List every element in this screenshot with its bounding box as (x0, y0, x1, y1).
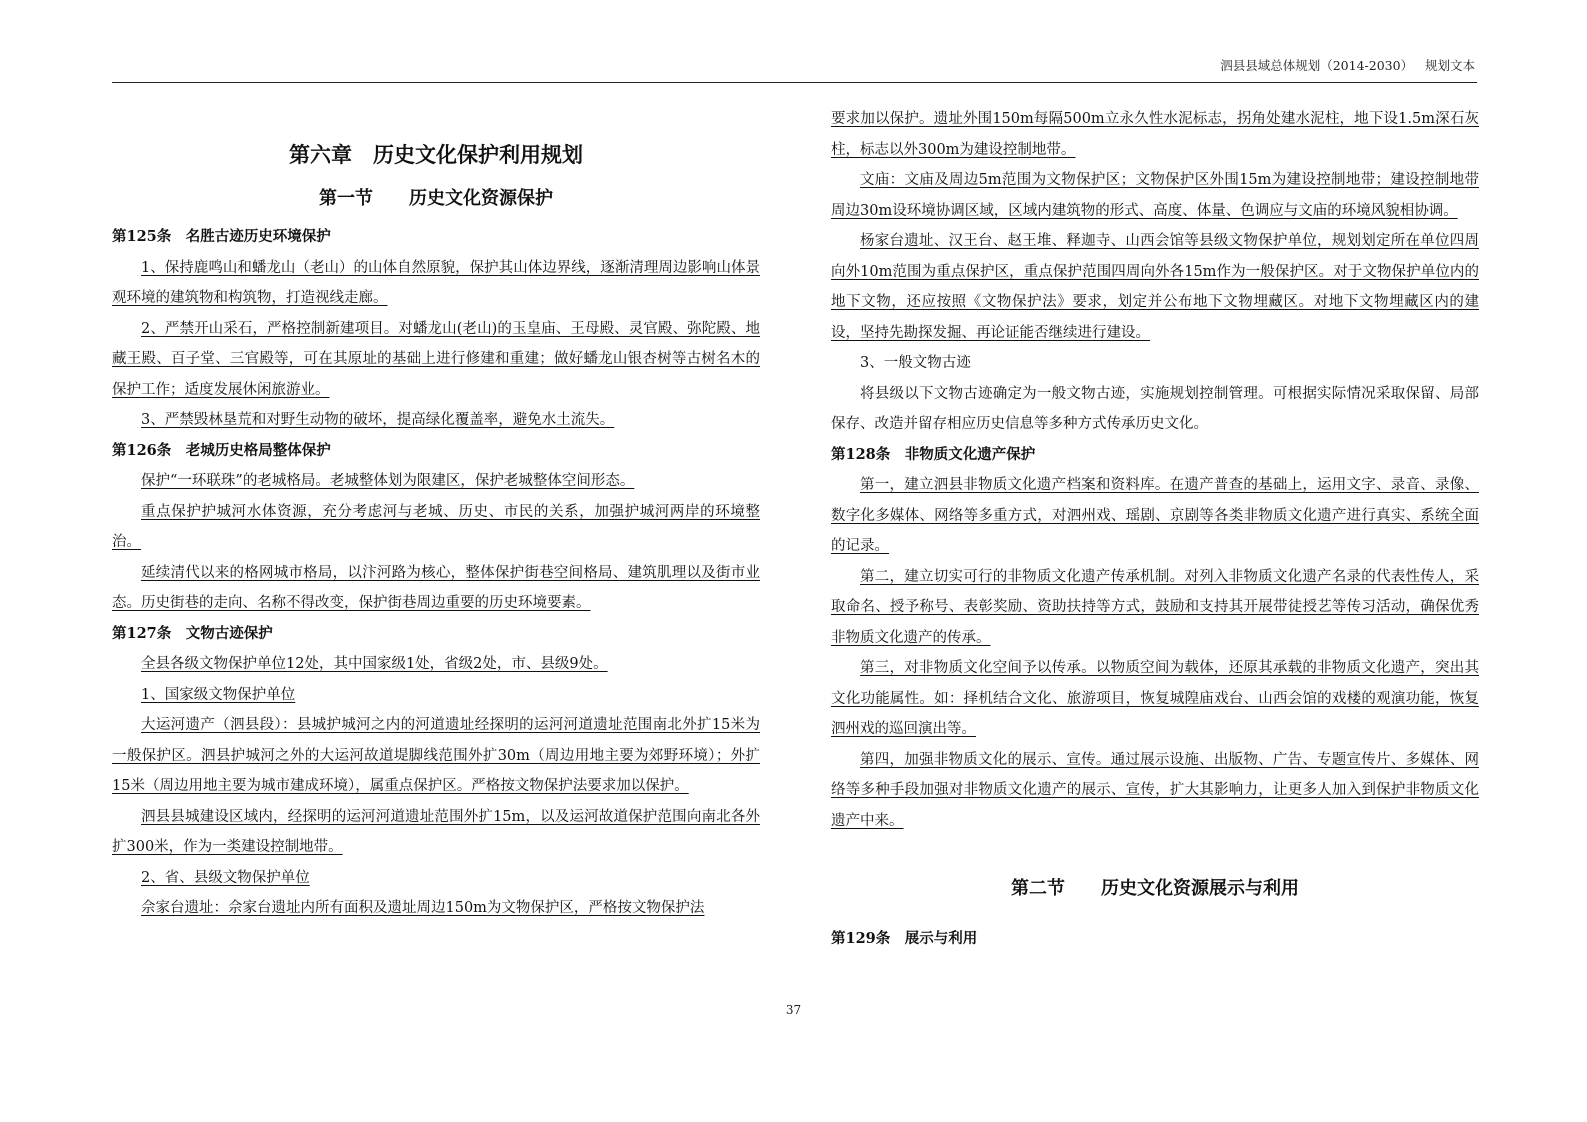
article-heading-126: 第126条 老城历史格局整体保护 (112, 441, 331, 459)
chapter-title: 第六章 历史文化保护利用规划 (289, 142, 583, 167)
page-number: 37 (785, 1003, 802, 1017)
paragraph (112, 466, 760, 497)
paragraph (112, 405, 760, 436)
article-heading-128: 第128条 非物质文化遗产保护 (831, 445, 1036, 463)
paragraph (831, 562, 1479, 654)
paragraph-text: 延续清代以来的格网城市格局，以汴河路为核心，整体保护街巷空间格局、建筑肌理以及街市业态。历史街巷的走向、名称不得改变，保护街巷周边重要的历史环境要素。 (112, 564, 760, 611)
paragraph-text: 保护“一环联珠”的老城格局。老城整体划为限建区，保护老城整体空间形态。 (141, 473, 635, 489)
paragraph (112, 893, 760, 924)
article-heading-127: 第127条 文物古迹保护 (112, 624, 273, 642)
paragraph-text: 第二，建立切实可行的非物质文化遗产传承机制。对列入非物质文化遗产名录的代表性传人，采取命名、授予称号、表彰奖励、资助扶持等方式，鼓励和支持其开展带徒授艺等传习活动，确保优秀非物质文化遗产的传承。 (831, 568, 1479, 646)
paragraph-text: 要求加以保护。遗址外围150m每隔500m立永久性水泥标志，拐角处建水泥柱，地下设1.5m深石灰柱，标志以外300m为建设控制地带。 (831, 111, 1479, 158)
right-column (831, 104, 1479, 955)
article-heading-129: 第129条 展示与利用 (831, 930, 978, 947)
paragraph-text: 2、省、县级文物保护单位 (141, 869, 310, 886)
paragraph (831, 226, 1479, 348)
paragraph-text: 文庙：文庙及周边5m范围为文物保护区；文物保护区外围15m为建设控制地带；建设控制地带周边30m设环境协调区域，区域内建筑物的形式、高度、体量、色调应与文庙的环境风貌相协调。 (831, 172, 1479, 219)
running-header: 泗县县域总体规划（2014-2030） 规划文本 (1220, 58, 1475, 73)
paragraph-text: 2、严禁开山采石，严格控制新建项目。对蟠龙山(老山)的玉皇庙、王母殿、灵官殿、弥陀殿、地藏王殿、百子堂、三官殿等，可在其原址的基础上进行修建和重建；做好蟠龙山银杏树等古树名木的保护工作；适度发展休闲旅游业。 (112, 320, 760, 398)
paragraph-text: 全县各级文物保护单位12处，其中国家级1处，省级2处，市、县级9处。 (141, 656, 608, 672)
header-divider (112, 82, 1477, 83)
paragraph (831, 470, 1479, 562)
paragraph (112, 497, 760, 558)
paragraph (112, 802, 760, 863)
paragraph (831, 745, 1479, 837)
paragraph (112, 253, 760, 314)
paragraph (831, 653, 1479, 745)
paragraph-text: 杨家台遗址、汉王台、赵王堆、释迦寺、山西会馆等县级文物保护单位，规划划定所在单位四周向外10m范围为重点保护区，重点保护范围四周向外各15m作为一般保护区。对于文物保护单位内的地下文物，还应按照《文物保护法》要求，划定并公布地下文物埋藏区。对地下文物埋藏区内的建设，坚持先勘探发掘、再论证能否继续进行建设。 (831, 233, 1479, 341)
paragraph (112, 710, 760, 802)
paragraph-text: 第三，对非物质文化空间予以传承。以物质空间为载体，还原其承载的非物质文化遗产，突出其文化功能属性。如：择机结合文化、旅游项目，恢复城隍庙戏台、山西会馆的戏楼的观演功能，恢复泗州戏的巡回演出等。 (831, 660, 1479, 737)
paragraph: 3、一般文物古迹 (860, 355, 971, 371)
paragraph (831, 165, 1479, 226)
paragraph-text: 泗县县城建设区域内，经探明的运河河道遗址范围外扩15m，以及运河故道保护范围向南北各外扩300米，作为一类建设控制地带。 (112, 808, 760, 855)
paragraph-text: 重点保护护城河水体资源，充分考虑河与老城、历史、市民的关系，加强护城河两岸的环境整治。 (112, 503, 760, 550)
article-heading-125: 第125条 名胜古迹历史环境保护 (112, 228, 331, 245)
paragraph-text: 第一，建立泗县非物质文化遗产档案和资料库。在遗产普查的基础上，运用文字、录音、录像、数字化多媒体、网络等多重方式，对泗州戏、瑶剧、京剧等各类非物质文化遗产进行真实、系统全面的记录。 (831, 477, 1479, 554)
paragraph-text: 3、严禁毁林垦荒和对野生动物的破坏，提高绿化覆盖率，避免水土流失。 (141, 412, 615, 428)
paragraph: 将县级以下文物古迹确定为一般文物古迹，实施规划控制管理。可根据实际情况采取保留、局部保存、改造并留存相应历史信息等多种方式传承历史文化。 (831, 385, 1479, 432)
left-column (112, 138, 760, 924)
paragraph (831, 104, 1479, 165)
paragraph-text: 1、国家级文物保护单位 (141, 686, 296, 703)
paragraph (112, 558, 760, 619)
paragraph-text: 第四，加强非物质文化的展示、宣传。通过展示设施、出版物、广告、专题宣传片、多媒体、网络等多种手段加强对非物质文化遗产的展示、宣传，扩大其影响力，让更多人加入到保护非物质文化遗产中来。 (831, 751, 1479, 829)
section-title: 第一节 历史文化资源保护 (319, 188, 553, 209)
paragraph (112, 680, 760, 711)
paragraph-text: 佘家台遗址：佘家台遗址内所有面积及遗址周边150m为文物保护区，严格按文物保护法 (141, 900, 705, 916)
paragraph-text: 大运河遗产（泗县段）：县城护城河之内的河道遗址经探明的运河河道遗址范围南北外扩15米为一般保护区。泗县护城河之外的大运河故道堤脚线范围外扩30m（周边用地主要为郊野环境）；外扩15米（周边用地主要为城市建成环境），属重点保护区。严格按文物保护法要求加以保护。 (112, 717, 760, 794)
paragraph (112, 314, 760, 406)
paragraph (112, 863, 760, 894)
paragraph (112, 649, 760, 680)
section-title-2: 第二节 历史文化资源展示与利用 (1011, 878, 1299, 899)
paragraph-text: 1、保持鹿鸣山和蟠龙山（老山）的山体自然原貌，保护其山体边界线，逐渐清理周边影响山体景观环境的建筑物和构筑物，打造视线走廊。 (112, 259, 760, 306)
